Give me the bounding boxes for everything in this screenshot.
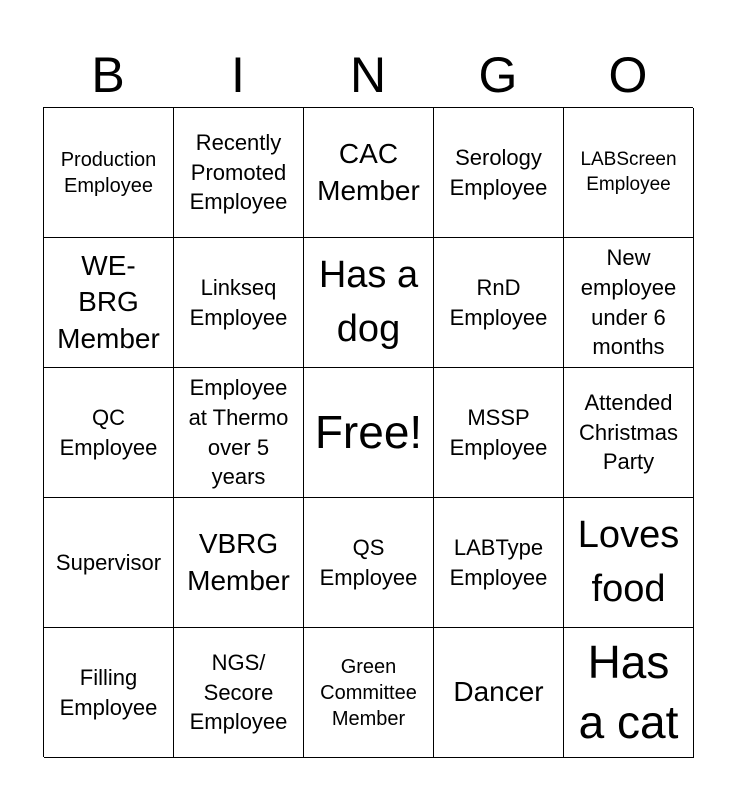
bingo-cell[interactable] (304, 108, 434, 238)
bingo-cell[interactable] (304, 498, 434, 628)
bingo-cell[interactable] (44, 238, 174, 368)
cell-text: Linkseq Employee (189, 274, 288, 330)
bingo-cell[interactable] (174, 628, 304, 758)
bingo-cell[interactable] (434, 238, 564, 368)
bingo-grid (43, 107, 693, 757)
cell-text: WE- BRG Member (57, 249, 160, 354)
bingo-cell[interactable] (564, 238, 694, 368)
cell-text: NGS/ Secore Employee (189, 649, 288, 735)
cell-text: Employee at Thermo over 5 years (188, 374, 289, 490)
cell-text: Dancer (453, 676, 544, 708)
cell-text: Green Committee Member (320, 655, 417, 730)
bingo-cell-free[interactable] (304, 368, 434, 498)
cell-text: VBRG Member (187, 528, 290, 596)
bingo-cell[interactable] (304, 628, 434, 758)
cell-text: Production Employee (60, 148, 157, 197)
header-letter-n: N (349, 47, 387, 103)
cell-text: QC Employee (59, 404, 158, 460)
bingo-cell[interactable] (434, 108, 564, 238)
bingo-cell[interactable] (564, 368, 694, 498)
header-letter-b: B (91, 47, 125, 103)
cell-text: QS Employee (319, 534, 418, 590)
bingo-cell[interactable] (564, 628, 694, 758)
bingo-cell[interactable] (44, 498, 174, 628)
cell-text: Has a cat (578, 635, 679, 748)
bingo-cell[interactable] (304, 238, 434, 368)
bingo-cell[interactable] (174, 238, 304, 368)
bingo-cell[interactable] (174, 498, 304, 628)
cell-text: New employee under 6 months (580, 244, 677, 360)
bingo-cell[interactable] (434, 368, 564, 498)
bingo-cell[interactable] (174, 368, 304, 498)
cell-text: MSSP Employee (449, 404, 548, 460)
header-letter-i: I (231, 47, 245, 103)
cell-text: Serology Employee (449, 144, 548, 200)
bingo-cell[interactable] (434, 628, 564, 758)
bingo-header (43, 42, 693, 108)
free-space-text: Free! (314, 405, 423, 458)
cell-text: Loves food (577, 514, 680, 610)
cell-text: Attended Christmas Party (578, 389, 678, 475)
cell-text: LABScreen Employee (580, 148, 677, 195)
header-letter-o: O (608, 47, 648, 103)
bingo-cell[interactable] (44, 108, 174, 238)
bingo-cell[interactable] (564, 498, 694, 628)
header-letter-g: G (478, 47, 518, 103)
cell-text: Recently Promoted Employee (189, 129, 288, 215)
cell-text: CAC Member (317, 138, 420, 206)
bingo-cell[interactable] (434, 498, 564, 628)
cell-text: Supervisor (55, 549, 162, 575)
cell-text: Has a dog (318, 254, 419, 350)
cell-text: RnD Employee (449, 274, 548, 330)
bingo-cell[interactable] (44, 628, 174, 758)
bingo-cell[interactable] (44, 368, 174, 498)
cell-text: LABType Employee (449, 534, 548, 590)
cell-text: Filling Employee (59, 664, 158, 720)
bingo-cell[interactable] (564, 108, 694, 238)
bingo-cell[interactable] (174, 108, 304, 238)
